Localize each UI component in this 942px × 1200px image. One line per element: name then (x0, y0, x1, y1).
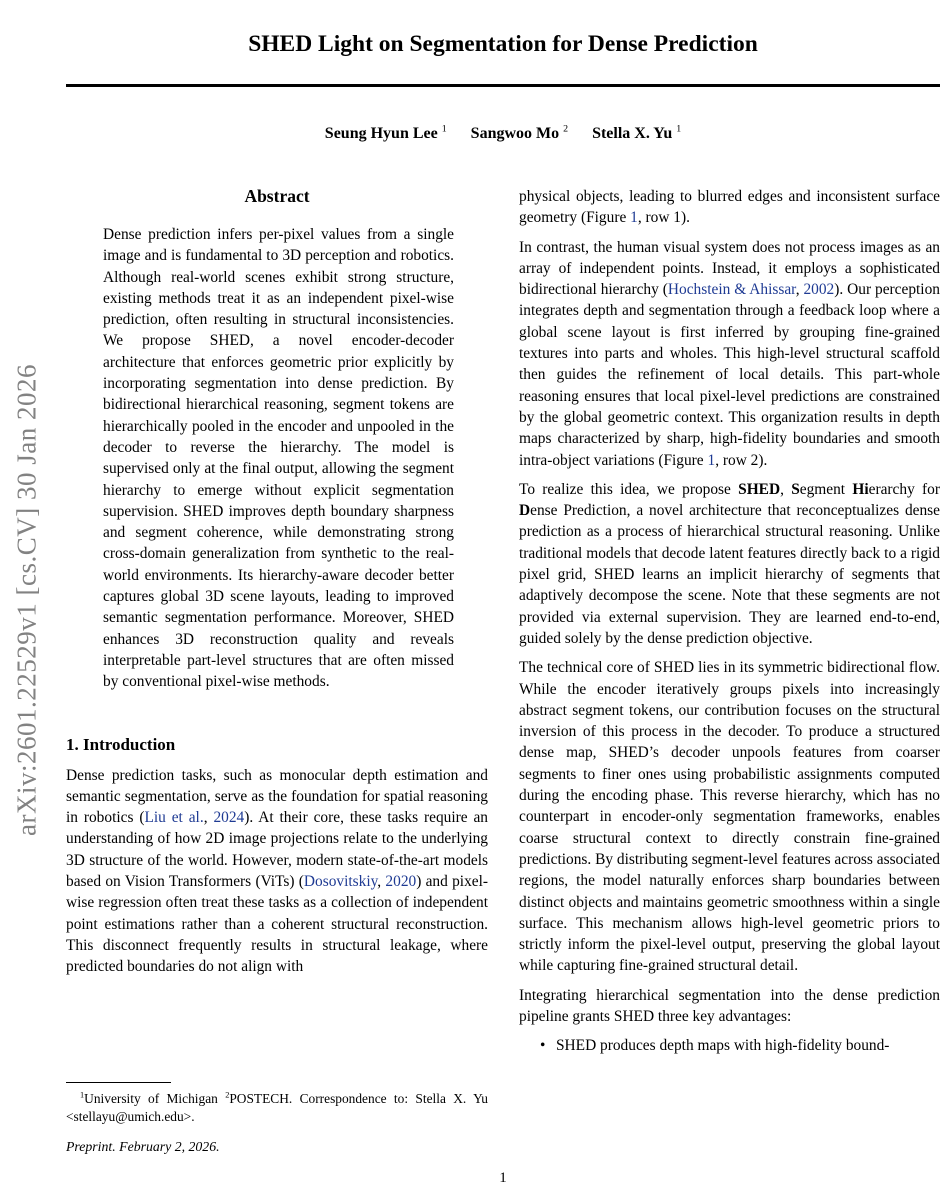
text-run: ). At their core, these tasks require an understanding of how 2D image projections relate to the underlying 3D structure of the world. However, modern state-of-the-art models based on Vision Transformers (ViTs) ( (66, 809, 488, 891)
text-run: ). Our perception integrates depth and segmentation through a feedback loop where a global scene layout is first inferred by grouping fine-grained textures into parts and wholes. This high-level structural scaffold then guides the refinement of local details. This part-whole reasoning ensures that local pixel-level predictions are constrained by the global geometric context. This organization results in depth maps characterized by sharp, high-fidelity boundaries and smooth intra-object variations (Figure (519, 281, 940, 469)
paper-title: SHED Light on Segmentation for Dense Prediction (248, 31, 758, 57)
preprint-note: Preprint. February 2, 2026. (66, 1139, 220, 1155)
text-run: Integrating hierarchical segmentation into the dense prediction pipeline grants SHED three key advantages: (519, 986, 940, 1025)
text-run: In contrast, the human visual system does not process images as an array of independent points. Instead, it employs a sophisticated bidirectional hierarchy ( (519, 238, 940, 299)
text-run: , row 2). (715, 451, 768, 469)
text-run: erarchy for (868, 480, 940, 498)
superscript: 1 (441, 123, 447, 135)
citation-link[interactable]: Hochstein & Ahissar (667, 281, 796, 299)
superscript: 2 (563, 123, 569, 135)
abstract-text (66, 224, 488, 693)
text-run: , row 1). (637, 209, 690, 227)
introduction-paragraph (66, 765, 488, 978)
right-column (519, 186, 940, 1057)
text-run: egment (799, 480, 853, 498)
text-run: The technical core of SHED lies in its symmetric bidirectional flow. While the encoder iteratively groups pixels into increasingly abstract segment tokens, our contribution focuses on the structural inversion of this process in the decoder. To produce a structured dense map, SHED’s decoder unpools features from coarser segments to finer ones using probabilistic assignments computed during the encoding phase. This reverse hierarchy, which has no counterpart in encoder-only segmentation frameworks, enables coarse structural context to directly constrain fine-grained predictions. By distributing segment-level features across associated regions, the model naturally enforces sharp boundaries between distinct objects and maintains geometric smoothness within a single surface. This mechanism allows high-level geometric priors to strictly inform the pixel-level output, preserving the global layout while capturing fine-grained structural detail. (519, 659, 940, 975)
citation-link[interactable]: 1 (630, 209, 638, 227)
paragraph (519, 657, 940, 976)
footnote-block (66, 1082, 488, 1155)
text-run: University of Michigan (84, 1091, 226, 1107)
left-column (66, 186, 488, 978)
paragraph (519, 186, 940, 229)
title-rule (66, 84, 940, 87)
bullet-icon: • (540, 1037, 546, 1055)
superscript: 1 (676, 123, 682, 135)
text-run: SHED produces depth maps with high-fidelity bound- (556, 1037, 890, 1055)
text-run: Sangwoo Mo (470, 125, 564, 142)
text-run: Hi (852, 480, 869, 498)
text-run: physical objects, leading to blurred edges and inconsistent surface geometry (Figure (519, 188, 940, 227)
paragraph (519, 479, 940, 649)
footnote-rule (66, 1082, 171, 1083)
bullet-text (556, 1035, 940, 1056)
page-number: 1 (499, 1170, 507, 1186)
text-run: , (203, 809, 214, 827)
citation-link[interactable]: Liu et al. (144, 809, 204, 827)
author-1 (325, 125, 447, 142)
authors-line (66, 125, 940, 143)
superscript: 2 (225, 1090, 230, 1100)
text-run: , (377, 873, 386, 891)
author-2 (471, 125, 568, 142)
citation-link[interactable]: 2024 (213, 809, 245, 827)
text-run: D (519, 502, 531, 520)
citation-link[interactable]: Dosovitskiy (303, 873, 378, 891)
text-run: Stella X. Yu (592, 125, 677, 142)
text-run: ) and pixel-wise regression often treat these tasks as a collection of independent point estimations rather than a coherent structural reconstruction. This disconnect frequently results in structural leakage, where predicted boundaries do not align with (66, 873, 488, 976)
text-run: S (791, 480, 800, 498)
text-run: To realize this idea, we propose (519, 480, 739, 498)
paragraph (519, 237, 940, 471)
superscript: 1 (80, 1090, 85, 1100)
paragraph (519, 985, 940, 1028)
affiliation-footnote (66, 1090, 488, 1125)
text-run: , (780, 480, 792, 498)
text-run: Seung Hyun Lee (324, 125, 442, 142)
text-run: SHED (738, 480, 781, 498)
citation-link[interactable]: 2002 (803, 281, 835, 299)
text-run: ense Prediction, a novel architecture that reconceptualizes dense prediction as a process of hierarchical structural reasoning. Unlike traditional models that decode latent features directly back to a rigid pixel grid, SHED learns an implicit hierarchy of segments that adaptively decompose the scene. Note that these segments are not provided via external supervision. They are learned end-to-end, guided solely by the dense prediction objective. (519, 502, 940, 647)
citation-link[interactable]: 1 (707, 451, 716, 469)
abstract-heading: Abstract (244, 186, 310, 206)
author-3 (592, 125, 681, 142)
text-run: , (795, 281, 804, 299)
text-run: POSTECH. Correspondence to: Stella X. Yu <stellayu@umich.edu>. (66, 1091, 488, 1124)
advantage-bullet-item (519, 1035, 940, 1056)
arxiv-watermark: arXiv:2601.22529v1 [cs.CV] 30 Jan 2026 (11, 364, 42, 836)
citation-link[interactable]: 2020 (385, 873, 417, 891)
text-run: Dense prediction infers per-pixel values from a single image and is fundamental to 3D perception and robotics. Although real-world scenes exhibit strong structure, existing methods treat it as an independent pixel-wise prediction, often resulting in structural inconsistencies. We propose SHED, a novel encoder-decoder architecture that enforces geometric prior explicitly by incorporating segmentation into dense prediction. By bidirectional hierarchical reasoning, segment tokens are hierarchically pooled in the encoder and unpooled in the decoder to reverse the hierarchy. The model is supervised only at the final output, allowing the segment hierarchy to emerge without explicit segmentation supervision. SHED improves depth boundary sharpness and segment coherence, while demonstrating strong cross-domain generalization from synthetic to the real-world environments. Its hierarchy-aware decoder better captures global 3D scene layouts, leading to improved semantic segmentation performance. Moreover, SHED enhances 3D reconstruction quality and reveals interpretable part-level structures that are often missed by conventional pixel-wise methods. (103, 226, 454, 691)
introduction-heading: 1. Introduction (66, 734, 176, 754)
text-run: Dense prediction tasks, such as monocular depth estimation and semantic segmentation, serve as the foundation for spatial reasoning in robotics ( (66, 766, 488, 827)
